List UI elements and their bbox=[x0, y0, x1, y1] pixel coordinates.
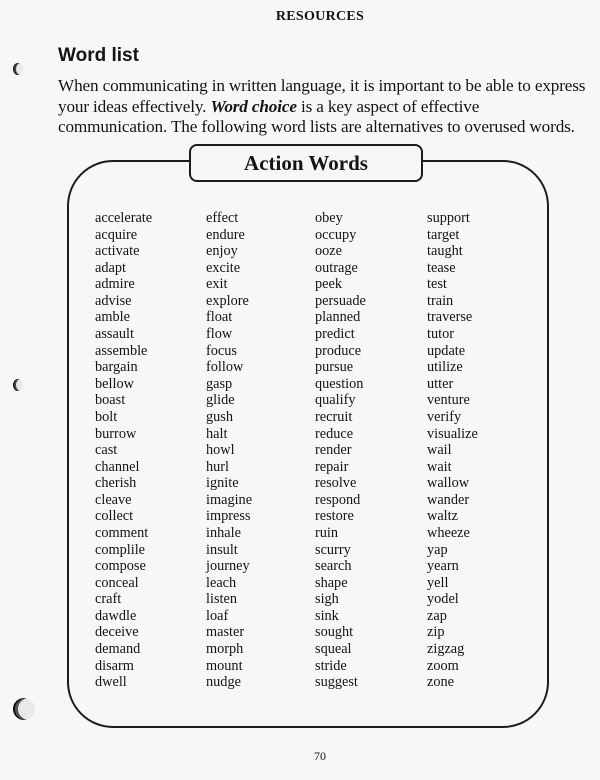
word-item: tease bbox=[427, 259, 456, 276]
word-item: ignite bbox=[206, 475, 239, 492]
word-item: bargain bbox=[95, 359, 138, 376]
word-item: collect bbox=[95, 508, 134, 525]
word-item: morph bbox=[206, 641, 244, 658]
word-item: imagine bbox=[206, 491, 253, 508]
word-item: halt bbox=[206, 425, 228, 442]
word-item: yodel bbox=[427, 591, 459, 608]
word-item: test bbox=[427, 276, 447, 293]
word-item: persuade bbox=[315, 292, 366, 309]
word-item: hurl bbox=[206, 458, 230, 475]
word-item: bolt bbox=[95, 408, 118, 425]
word-item: suggest bbox=[315, 674, 358, 691]
word-item: excite bbox=[206, 259, 241, 276]
word-item: activate bbox=[95, 243, 140, 260]
word-item: glide bbox=[206, 392, 235, 409]
word-column-3 bbox=[315, 210, 366, 691]
word-item: tutor bbox=[427, 326, 455, 343]
word-item: repair bbox=[315, 458, 349, 475]
word-item: howl bbox=[206, 442, 235, 459]
word-item: zone bbox=[427, 674, 454, 691]
word-item: assault bbox=[95, 326, 134, 343]
word-item: mount bbox=[206, 657, 243, 674]
word-item: nudge bbox=[206, 674, 241, 691]
word-item: zoom bbox=[427, 657, 459, 674]
word-item: traverse bbox=[427, 309, 473, 326]
word-item: accelerate bbox=[95, 210, 153, 226]
word-item: flow bbox=[206, 326, 233, 343]
word-item: float bbox=[206, 309, 233, 326]
word-item: scurry bbox=[315, 541, 351, 558]
word-item: leach bbox=[206, 574, 237, 591]
binder-hole bbox=[13, 63, 23, 75]
word-item: sink bbox=[315, 607, 339, 624]
intro-text-after: is a key aspect of effective communication. The following word lists are alternatives to overused words. bbox=[58, 96, 575, 136]
word-item: master bbox=[206, 624, 245, 641]
section-title: Word list bbox=[58, 45, 139, 66]
word-item: bellow bbox=[95, 375, 134, 392]
binder-hole bbox=[13, 379, 23, 391]
word-item: advise bbox=[95, 292, 132, 309]
word-item: admire bbox=[95, 276, 135, 293]
word-item: burrow bbox=[95, 425, 137, 442]
word-item: restore bbox=[315, 508, 354, 525]
word-item: wander bbox=[427, 491, 470, 508]
word-item: stride bbox=[315, 657, 347, 674]
word-item: update bbox=[427, 342, 466, 359]
word-item: target bbox=[427, 226, 460, 243]
word-item: explore bbox=[206, 292, 249, 309]
word-item: visualize bbox=[427, 425, 478, 442]
word-item: inhale bbox=[206, 524, 241, 541]
word-column-1 bbox=[95, 210, 152, 691]
word-item: qualify bbox=[315, 392, 356, 409]
word-item: yap bbox=[427, 541, 448, 558]
word-item: zip bbox=[427, 624, 445, 641]
word-item: acquire bbox=[95, 226, 138, 243]
word-item: train bbox=[427, 292, 454, 309]
word-item: adapt bbox=[95, 259, 126, 276]
word-item: ruin bbox=[315, 524, 339, 541]
word-item: pursue bbox=[315, 359, 354, 376]
binder-hole bbox=[13, 698, 35, 720]
word-item: follow bbox=[206, 359, 244, 376]
word-item: conceal bbox=[95, 574, 139, 591]
word-item: waltz bbox=[427, 508, 458, 525]
word-item: cleave bbox=[95, 491, 132, 508]
word-item: yearn bbox=[427, 558, 459, 575]
word-item: reduce bbox=[315, 425, 354, 442]
word-item: squeal bbox=[315, 641, 352, 658]
intro-emphasis: Word choice bbox=[210, 96, 297, 116]
word-item: resolve bbox=[315, 475, 357, 492]
word-item: predict bbox=[315, 326, 355, 343]
word-column-2 bbox=[206, 210, 252, 691]
word-item: amble bbox=[95, 309, 130, 326]
word-item: produce bbox=[315, 342, 362, 359]
word-item: recruit bbox=[315, 408, 353, 425]
word-item: insult bbox=[206, 541, 238, 558]
word-item: dawdle bbox=[95, 607, 137, 624]
word-item: exit bbox=[206, 276, 228, 293]
word-item: enjoy bbox=[206, 243, 238, 260]
word-item: wait bbox=[427, 458, 452, 475]
word-item: render bbox=[315, 442, 352, 459]
word-item: gush bbox=[206, 408, 234, 425]
intro-paragraph bbox=[58, 76, 588, 138]
page-header: RESOURCES bbox=[275, 9, 365, 24]
word-item: cherish bbox=[95, 475, 137, 492]
word-item: taught bbox=[427, 243, 463, 260]
intro-text-before: When communicating in written language, it is important to be able to express your ideas effectively. bbox=[58, 76, 586, 116]
word-item: dwell bbox=[95, 674, 127, 691]
word-item: craft bbox=[95, 591, 122, 608]
word-item: deceive bbox=[95, 624, 139, 641]
page-number: 70 bbox=[314, 749, 326, 763]
word-item: focus bbox=[206, 342, 237, 359]
word-item: complile bbox=[95, 541, 146, 558]
word-item: search bbox=[315, 558, 352, 575]
word-item: utter bbox=[427, 375, 454, 392]
box-title: Action Words bbox=[189, 144, 423, 182]
word-item: utilize bbox=[427, 359, 463, 376]
word-item: wallow bbox=[427, 475, 470, 492]
word-item: venture bbox=[427, 392, 470, 409]
word-item: respond bbox=[315, 491, 361, 508]
word-item: sought bbox=[315, 624, 354, 641]
word-item: cast bbox=[95, 442, 118, 459]
word-item: zigzag bbox=[427, 641, 465, 658]
word-item: assemble bbox=[95, 342, 148, 359]
word-item: yell bbox=[427, 574, 449, 591]
word-item: compose bbox=[95, 558, 146, 575]
word-item: zap bbox=[427, 607, 447, 624]
word-item: demand bbox=[95, 641, 141, 658]
word-item: loaf bbox=[206, 607, 229, 624]
word-item: outrage bbox=[315, 259, 358, 276]
word-item: endure bbox=[206, 226, 245, 243]
word-item: journey bbox=[206, 558, 250, 575]
word-item: verify bbox=[427, 408, 462, 425]
word-item: shape bbox=[315, 574, 348, 591]
word-item: wail bbox=[427, 442, 452, 459]
word-item: disarm bbox=[95, 657, 134, 674]
word-item: peek bbox=[315, 276, 342, 293]
word-item: channel bbox=[95, 458, 140, 475]
word-item: sigh bbox=[315, 591, 339, 608]
word-item: comment bbox=[95, 524, 149, 541]
word-item: impress bbox=[206, 508, 251, 525]
word-item: boast bbox=[95, 392, 126, 409]
word-item: gasp bbox=[206, 375, 233, 392]
word-item: ooze bbox=[315, 243, 342, 260]
word-item: effect bbox=[206, 210, 239, 226]
word-item: occupy bbox=[315, 226, 357, 243]
word-item: question bbox=[315, 375, 364, 392]
word-item: listen bbox=[206, 591, 237, 608]
word-item: support bbox=[427, 210, 470, 226]
word-item: obey bbox=[315, 210, 343, 226]
word-item: wheeze bbox=[427, 524, 470, 541]
word-item: planned bbox=[315, 309, 361, 326]
word-column-4 bbox=[427, 210, 478, 691]
